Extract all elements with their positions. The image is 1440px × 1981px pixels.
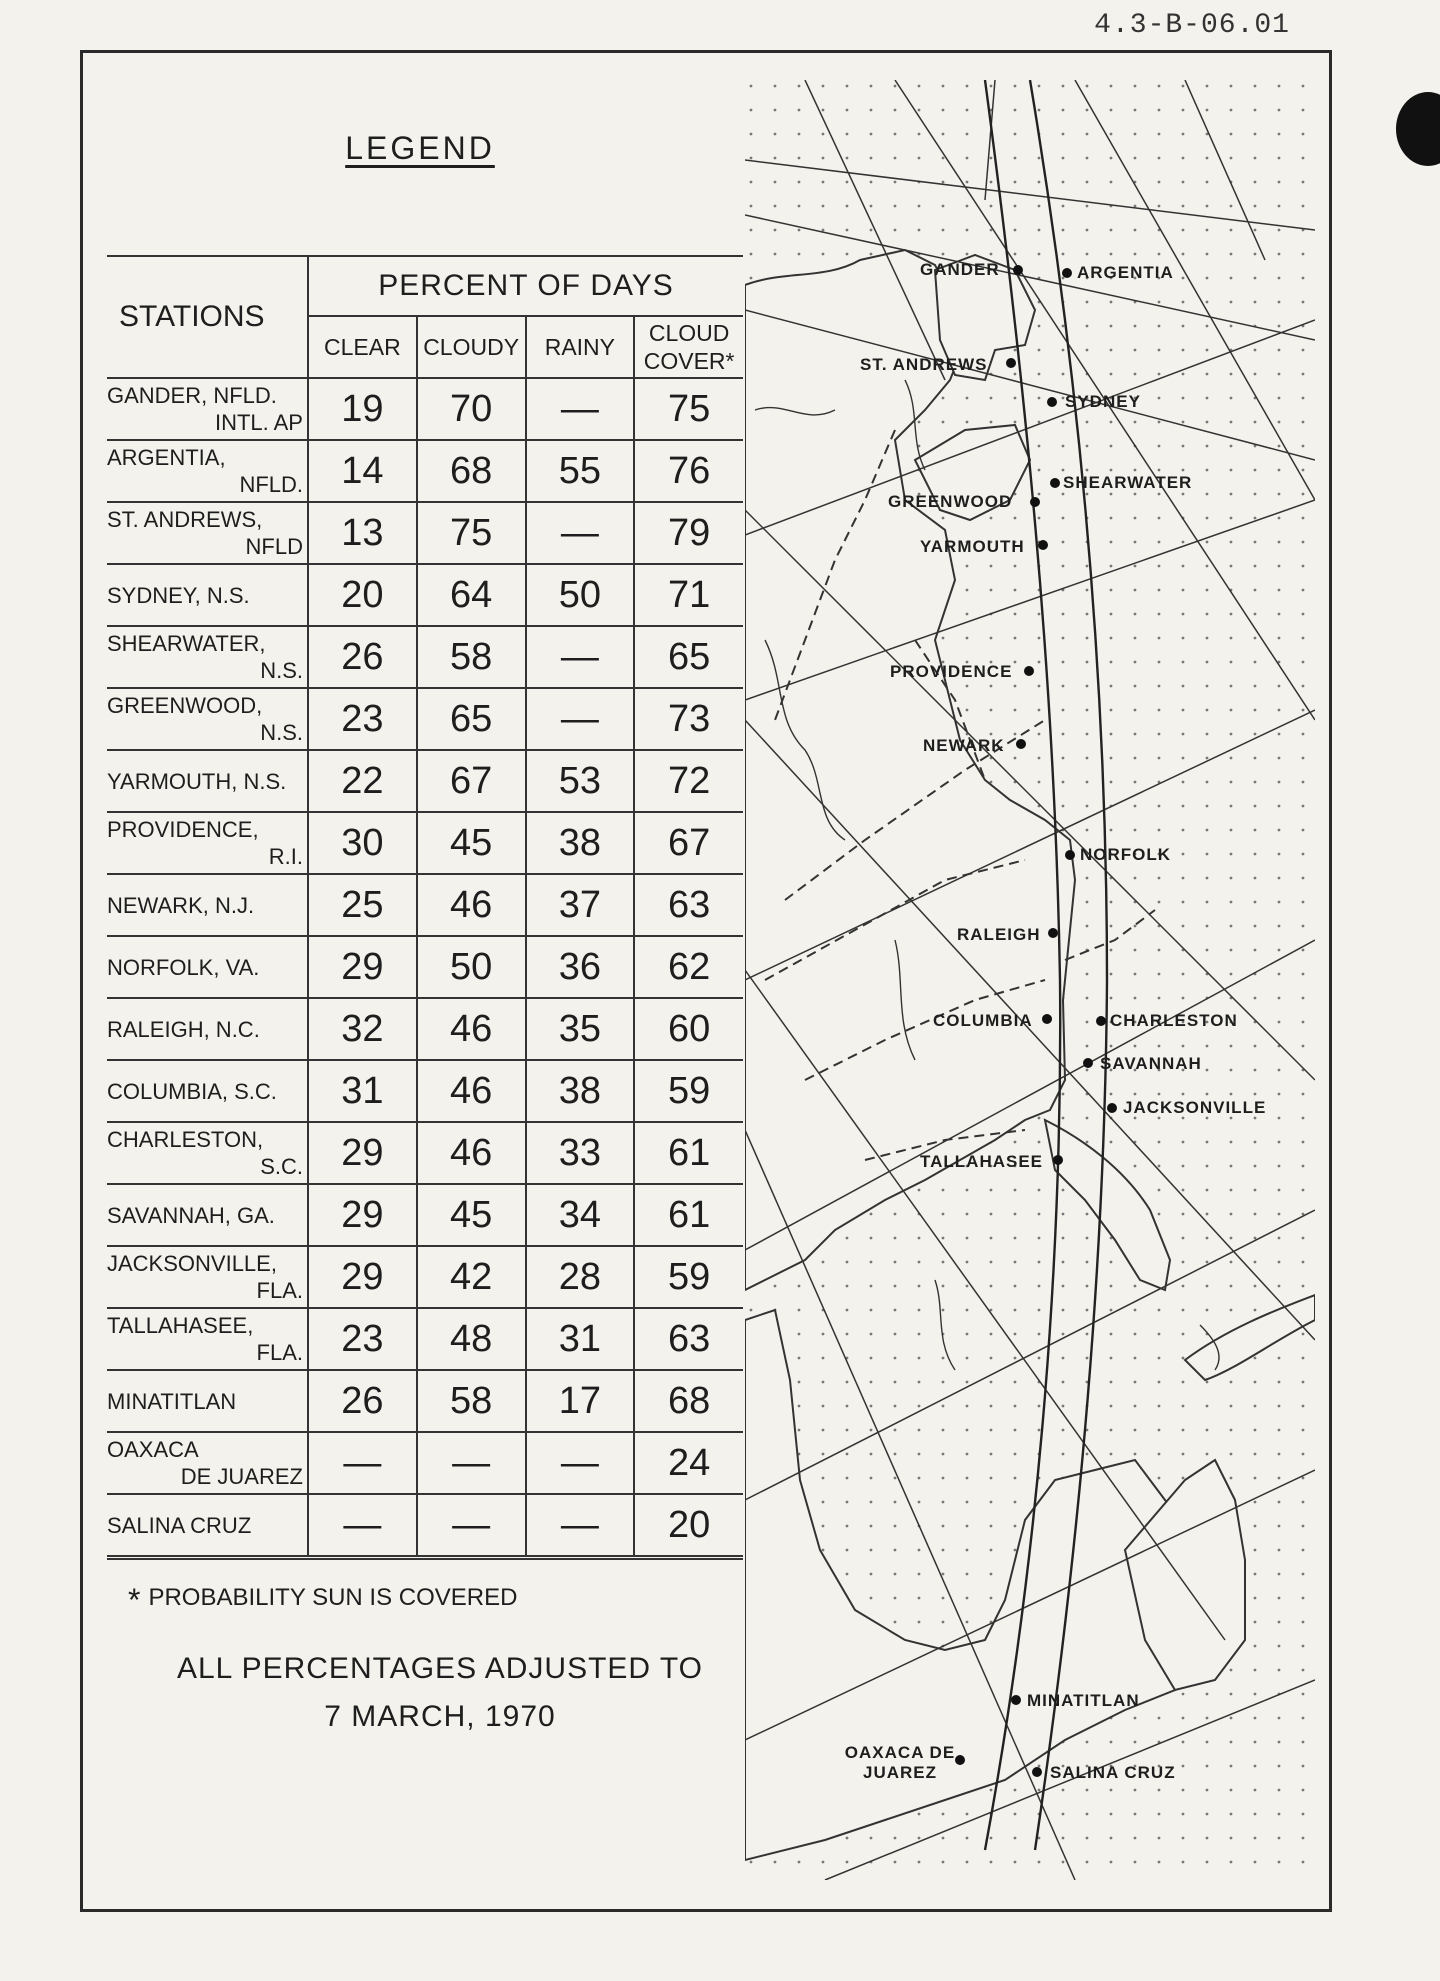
station-marker bbox=[1053, 1155, 1063, 1165]
table-row bbox=[107, 502, 743, 564]
table-row bbox=[107, 936, 743, 998]
value-cloudy: — bbox=[417, 1494, 526, 1558]
value-rainy: — bbox=[526, 626, 635, 688]
value-cloud-cover: 59 bbox=[634, 1060, 743, 1122]
map-label: ARGENTIA bbox=[1077, 263, 1174, 282]
station-name-line: SYDNEY, N.S. bbox=[107, 582, 250, 608]
stations-header: STATIONS bbox=[107, 256, 308, 378]
value-rainy: — bbox=[526, 1494, 635, 1558]
value-cloudy: 48 bbox=[417, 1308, 526, 1370]
value-cloud-cover: 62 bbox=[634, 936, 743, 998]
value-clear: 22 bbox=[308, 750, 417, 812]
value-clear: 32 bbox=[308, 998, 417, 1060]
value-rainy: 36 bbox=[526, 936, 635, 998]
station-name-line: DE JUAREZ bbox=[180, 1464, 303, 1489]
table-row bbox=[107, 1246, 743, 1308]
station-name bbox=[107, 750, 308, 812]
column-header-rainy: RAINY bbox=[526, 316, 635, 378]
value-cloud-cover: 72 bbox=[634, 750, 743, 812]
value-clear: 13 bbox=[308, 502, 417, 564]
table-row bbox=[107, 1308, 743, 1370]
value-cloud-cover: 24 bbox=[634, 1432, 743, 1494]
station-name-line: COLUMBIA, S.C. bbox=[107, 1078, 277, 1104]
value-cloud-cover: 61 bbox=[634, 1184, 743, 1246]
station-name-line: NFLD bbox=[245, 534, 303, 559]
adjusted-note bbox=[160, 1645, 720, 1741]
map-label: SYDNEY bbox=[1065, 392, 1141, 411]
table-row bbox=[107, 564, 743, 626]
value-clear: 19 bbox=[308, 378, 417, 440]
station-name bbox=[107, 1308, 308, 1370]
station-name-line: SHEARWATER, bbox=[107, 631, 266, 656]
station-name bbox=[107, 502, 308, 564]
punch-hole bbox=[1396, 92, 1440, 166]
value-clear: 29 bbox=[308, 1246, 417, 1308]
value-rainy: 28 bbox=[526, 1246, 635, 1308]
station-name bbox=[107, 1370, 308, 1432]
value-cloudy: 68 bbox=[417, 440, 526, 502]
station-name-line: R.I. bbox=[268, 844, 303, 869]
value-clear: 26 bbox=[308, 626, 417, 688]
footnote bbox=[128, 1582, 517, 1619]
station-name bbox=[107, 626, 308, 688]
value-rainy: 33 bbox=[526, 1122, 635, 1184]
station-marker bbox=[1065, 850, 1075, 860]
map-label: OAXACA DE JUAREZ bbox=[844, 1743, 956, 1782]
station-marker bbox=[1062, 268, 1072, 278]
value-cloudy: 45 bbox=[417, 1184, 526, 1246]
value-cloud-cover: 63 bbox=[634, 1308, 743, 1370]
station-marker bbox=[1006, 358, 1016, 368]
table-row bbox=[107, 874, 743, 936]
map-label: MINATITLAN bbox=[1027, 1691, 1140, 1710]
table-row bbox=[107, 1122, 743, 1184]
table-row bbox=[107, 1184, 743, 1246]
percent-header: PERCENT OF DAYS bbox=[308, 256, 743, 316]
map-label: TALLAHASEE bbox=[920, 1152, 1044, 1171]
value-cloud-cover: 60 bbox=[634, 998, 743, 1060]
value-cloud-cover: 75 bbox=[634, 378, 743, 440]
value-clear: 23 bbox=[308, 1308, 417, 1370]
value-clear: 25 bbox=[308, 874, 417, 936]
value-cloudy: 46 bbox=[417, 998, 526, 1060]
table-row bbox=[107, 1060, 743, 1122]
value-cloudy: 67 bbox=[417, 750, 526, 812]
value-cloudy: 58 bbox=[417, 626, 526, 688]
stations-table bbox=[107, 255, 743, 1560]
value-rainy: 35 bbox=[526, 998, 635, 1060]
value-rainy: 38 bbox=[526, 812, 635, 874]
eclipse-path-map bbox=[745, 80, 1315, 1880]
value-clear: 29 bbox=[308, 1184, 417, 1246]
value-cloudy: 70 bbox=[417, 378, 526, 440]
station-name bbox=[107, 378, 308, 440]
station-name-line: GANDER, NFLD. bbox=[107, 383, 277, 408]
station-name-line: FLA. bbox=[256, 1278, 303, 1303]
station-name-line: CHARLESTON, bbox=[107, 1127, 264, 1152]
footnote-asterisk: * bbox=[128, 1582, 141, 1618]
map-label: NEWARK bbox=[923, 736, 1005, 755]
station-name bbox=[107, 1494, 308, 1558]
map-label: SHEARWATER bbox=[1063, 473, 1193, 492]
station-marker bbox=[1107, 1103, 1117, 1113]
station-name-line: N.S. bbox=[260, 720, 303, 745]
value-cloud-cover: 20 bbox=[634, 1494, 743, 1558]
table-row bbox=[107, 378, 743, 440]
station-name-line: NFLD. bbox=[239, 472, 303, 497]
map-label: GREENWOOD bbox=[888, 492, 1013, 511]
value-rainy: 55 bbox=[526, 440, 635, 502]
value-cloud-cover: 65 bbox=[634, 626, 743, 688]
value-cloudy: 58 bbox=[417, 1370, 526, 1432]
value-rainy: 37 bbox=[526, 874, 635, 936]
value-rainy: — bbox=[526, 502, 635, 564]
map-label: NORFOLK bbox=[1080, 845, 1172, 864]
value-cloud-cover: 71 bbox=[634, 564, 743, 626]
station-name-line: OAXACA bbox=[107, 1437, 199, 1462]
station-name bbox=[107, 936, 308, 998]
value-cloud-cover: 63 bbox=[634, 874, 743, 936]
value-clear: 30 bbox=[308, 812, 417, 874]
station-name-line: NORFOLK, VA. bbox=[107, 954, 260, 980]
station-name-line: ST. ANDREWS, bbox=[107, 507, 263, 532]
station-name bbox=[107, 1432, 308, 1494]
station-name-line: INTL. AP bbox=[214, 410, 303, 435]
table-row bbox=[107, 626, 743, 688]
station-name-line: SAVANNAH, GA. bbox=[107, 1202, 275, 1228]
value-rainy: 31 bbox=[526, 1308, 635, 1370]
value-cloudy: 46 bbox=[417, 874, 526, 936]
value-cloud-cover: 76 bbox=[634, 440, 743, 502]
station-name bbox=[107, 998, 308, 1060]
table-row bbox=[107, 1494, 743, 1558]
station-name-line: NEWARK, N.J. bbox=[107, 892, 255, 918]
table-row bbox=[107, 812, 743, 874]
column-header-cloudy: CLOUDY bbox=[417, 316, 526, 378]
map-label: ST. ANDREWS bbox=[860, 355, 988, 374]
station-name bbox=[107, 688, 308, 750]
value-rainy: 53 bbox=[526, 750, 635, 812]
station-marker bbox=[1030, 497, 1040, 507]
value-cloud-cover: 68 bbox=[634, 1370, 743, 1432]
map-label: CHARLESTON bbox=[1110, 1011, 1238, 1030]
station-name bbox=[107, 564, 308, 626]
value-clear: 23 bbox=[308, 688, 417, 750]
station-marker bbox=[1042, 1014, 1052, 1024]
station-marker bbox=[1038, 540, 1048, 550]
map-label: YARMOUTH bbox=[920, 537, 1025, 556]
value-rainy: — bbox=[526, 378, 635, 440]
station-name bbox=[107, 1246, 308, 1308]
station-name-line: S.C. bbox=[260, 1154, 303, 1179]
table-row bbox=[107, 998, 743, 1060]
station-marker bbox=[1083, 1058, 1093, 1068]
station-name-line: MINATITLAN bbox=[107, 1388, 237, 1414]
station-name-line: FLA. bbox=[256, 1340, 303, 1365]
station-marker bbox=[1011, 1695, 1021, 1705]
station-name-line: PROVIDENCE, bbox=[107, 817, 259, 842]
value-cloudy: 46 bbox=[417, 1122, 526, 1184]
value-cloud-cover: 79 bbox=[634, 502, 743, 564]
value-cloud-cover: 59 bbox=[634, 1246, 743, 1308]
value-clear: — bbox=[308, 1494, 417, 1558]
value-clear: 20 bbox=[308, 564, 417, 626]
station-marker bbox=[1048, 928, 1058, 938]
value-clear: 14 bbox=[308, 440, 417, 502]
value-rainy: 38 bbox=[526, 1060, 635, 1122]
value-cloudy: 42 bbox=[417, 1246, 526, 1308]
station-name bbox=[107, 874, 308, 936]
value-clear: 29 bbox=[308, 1122, 417, 1184]
map-label: SAVANNAH bbox=[1100, 1054, 1202, 1073]
station-name-line: ARGENTIA, bbox=[107, 445, 226, 470]
table-row bbox=[107, 1370, 743, 1432]
value-cloudy: 45 bbox=[417, 812, 526, 874]
station-name-line: GREENWOOD, bbox=[107, 693, 263, 718]
station-name-line: RALEIGH, N.C. bbox=[107, 1016, 260, 1042]
value-rainy: — bbox=[526, 688, 635, 750]
station-marker bbox=[1013, 265, 1023, 275]
table-row bbox=[107, 750, 743, 812]
map-label: RALEIGH bbox=[957, 925, 1041, 944]
footnote-text: PROBABILITY SUN IS COVERED bbox=[148, 1584, 518, 1611]
value-cloud-cover: 61 bbox=[634, 1122, 743, 1184]
map-label: JACKSONVILLE bbox=[1123, 1098, 1267, 1117]
map-label: SALINA CRUZ bbox=[1050, 1763, 1176, 1782]
value-clear: 31 bbox=[308, 1060, 417, 1122]
value-cloudy: 65 bbox=[417, 688, 526, 750]
station-name bbox=[107, 1184, 308, 1246]
station-marker bbox=[1047, 397, 1057, 407]
value-clear: 29 bbox=[308, 936, 417, 998]
stations-table-body bbox=[107, 378, 743, 1558]
value-cloudy: 64 bbox=[417, 564, 526, 626]
station-name bbox=[107, 440, 308, 502]
adjusted-note-line-2: 7 MARCH, 1970 bbox=[324, 1700, 556, 1733]
value-cloudy: 75 bbox=[417, 502, 526, 564]
station-name bbox=[107, 812, 308, 874]
map-label: PROVIDENCE bbox=[890, 662, 1013, 681]
map-graphic bbox=[745, 80, 1315, 1880]
value-rainy: 17 bbox=[526, 1370, 635, 1432]
station-name-line: TALLAHASEE, bbox=[107, 1313, 254, 1338]
table-row bbox=[107, 1432, 743, 1494]
column-header-cloud-cover: CLOUD COVER* bbox=[634, 316, 743, 378]
value-clear: 26 bbox=[308, 1370, 417, 1432]
stations-table-wrap bbox=[107, 255, 743, 1560]
station-marker bbox=[1032, 1767, 1042, 1777]
document-code: 4.3-B-06.01 bbox=[1094, 10, 1290, 41]
adjusted-note-line-1: ALL PERCENTAGES ADJUSTED TO bbox=[176, 1652, 704, 1685]
table-row bbox=[107, 440, 743, 502]
legend-title: LEGEND bbox=[345, 130, 495, 166]
station-marker bbox=[1050, 478, 1060, 488]
value-cloudy: 46 bbox=[417, 1060, 526, 1122]
map-label: GANDER bbox=[920, 260, 1000, 279]
station-name-line: N.S. bbox=[260, 658, 303, 683]
station-name-line: SALINA CRUZ bbox=[107, 1512, 252, 1538]
station-name bbox=[107, 1060, 308, 1122]
value-rainy: 34 bbox=[526, 1184, 635, 1246]
value-rainy: 50 bbox=[526, 564, 635, 626]
value-cloudy: 50 bbox=[417, 936, 526, 998]
value-clear: — bbox=[308, 1432, 417, 1494]
map-label: COLUMBIA bbox=[933, 1011, 1033, 1030]
column-header-clear: CLEAR bbox=[308, 316, 417, 378]
table-row bbox=[107, 688, 743, 750]
value-cloudy: — bbox=[417, 1432, 526, 1494]
station-marker bbox=[1096, 1016, 1106, 1026]
station-name-line: YARMOUTH, N.S. bbox=[107, 768, 287, 794]
value-cloud-cover: 67 bbox=[634, 812, 743, 874]
station-name bbox=[107, 1122, 308, 1184]
station-name-line: JACKSONVILLE, bbox=[107, 1251, 277, 1276]
station-marker bbox=[1024, 666, 1034, 676]
value-rainy: — bbox=[526, 1432, 635, 1494]
value-cloud-cover: 73 bbox=[634, 688, 743, 750]
station-marker bbox=[1016, 739, 1026, 749]
